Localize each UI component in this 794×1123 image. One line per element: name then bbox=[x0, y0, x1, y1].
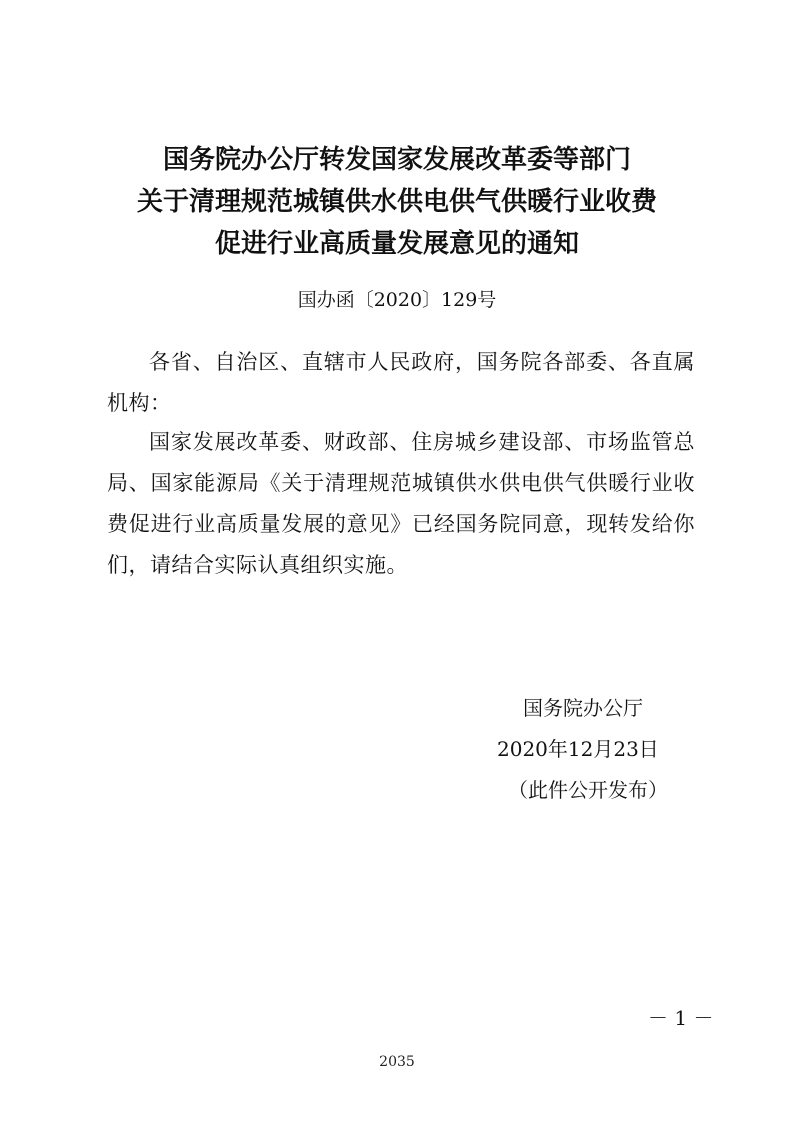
signature-date: 2020年12月23日 bbox=[497, 737, 659, 761]
salutation: 各省、自治区、直辖市人民政府，国务院各部委、各直属机构： bbox=[107, 350, 695, 415]
title-line-2: 关于清理规范城镇供水供电供气供暖行业收费 bbox=[136, 187, 657, 217]
document-number: 国办函〔2020〕129号 bbox=[297, 289, 497, 311]
body-paragraph: 国家发展改革委、财政部、住房城乡建设部、市场监管总局、国家能源局《关于清理规范城镇供水供电供气供暖行业收费促进行业高质量发展的意见》已经国务院同意，现转发给你们，请结合实际认真组织实施。 bbox=[107, 430, 695, 577]
title-line-1: 国务院办公厅转发国家发展改革委等部门 bbox=[162, 145, 631, 175]
page-number: － 1 － bbox=[648, 1006, 714, 1030]
signature-issuer: 国务院办公厅 bbox=[523, 696, 643, 720]
title-line-3: 促进行业高质量发展意见的通知 bbox=[214, 229, 579, 259]
publication-note: （此件公开发布） bbox=[508, 778, 668, 802]
footer-number: 2035 bbox=[379, 1054, 415, 1070]
